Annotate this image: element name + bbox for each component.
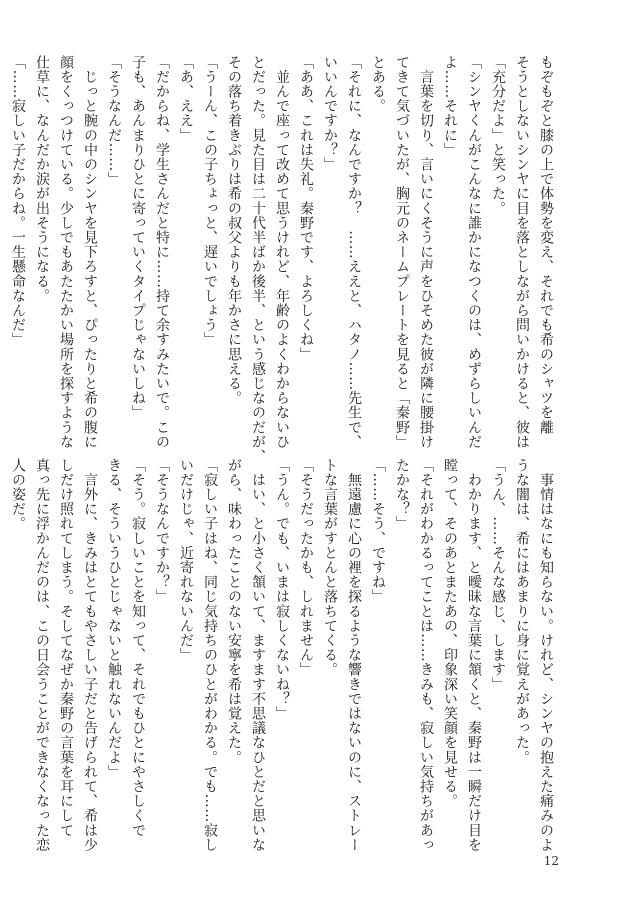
lower-text-line: しだけ照れてしまう。そしてなぜか秦野の言葉を耳にして <box>58 458 74 838</box>
lower-text-line: わかります、と曖昧な言葉に頷くと、秦野は一瞬だけ目を <box>466 458 482 853</box>
lower-text-block <box>10 458 558 853</box>
upper-text-line: もぞもぞと膝の上で体勢を変え、それでも希のシャツを離 <box>538 55 554 435</box>
lower-text-line: はい、と小さく頷いて、ますます不思議なひとだと思いな <box>250 458 266 853</box>
lower-text-line: 真っ先に浮かんだのは、この日会うことができなくなった恋 <box>34 458 50 853</box>
upper-text-line: よ……それに」 <box>442 55 458 158</box>
lower-text-line: 「うん。でも、いまは寂しくないね？」 <box>274 458 290 721</box>
lower-text-line: トな言葉がすとんと落ちてくる。 <box>322 458 338 677</box>
upper-text-block <box>10 55 558 464</box>
lower-text-line: 人の姿だ。 <box>10 458 26 531</box>
page-number: 12 <box>543 854 559 868</box>
upper-text-line: その落ち着きぶりは希の叔父よりも年かさに思える。 <box>226 55 242 406</box>
lower-text-line: たかな？」 <box>394 458 410 531</box>
upper-text-line: とある。 <box>370 55 386 114</box>
upper-text-line: 子も、あんまりひとに寄っていくタイプじゃないしね」 <box>130 55 146 420</box>
lower-text-line: 「それがわかるってことは……きみも、寂しい気持ちがあっ <box>418 458 434 853</box>
upper-text-line: てきて気づいたが、胸元のネームプレートを見ると「秦野」 <box>394 55 410 450</box>
upper-text-line: 並んで座って改めて思うけれど、年齢のよくわからないひ <box>274 55 290 450</box>
upper-text-line: 「あ、ええ」 <box>178 55 194 143</box>
lower-text-line: 「そうなんですか？」 <box>154 458 170 604</box>
lower-text-line: きる、そういうひとじゃないと触れないんだよ」 <box>106 458 122 780</box>
lower-text-line: いだけじゃ、近寄れないんだ」 <box>178 458 194 663</box>
upper-text-line: とだった。見た目は二十代半ばか後半、という感じなのだが、 <box>250 55 266 464</box>
upper-text-line: そうとしないシンヤに目を落としながら問いかけると、彼は <box>514 55 530 450</box>
lower-text-line: 「……そう、ですね」 <box>370 458 386 604</box>
upper-text-line: 「シンヤくんがこんなに誰かになつくのは、めずらしいんだ <box>466 55 482 450</box>
upper-text-line: 「うーん、この子ちょっと、遅いでしょう」 <box>202 55 218 347</box>
lower-text-line: 無遠慮に心の裡を探るような響きではないのに、ストレー <box>346 458 362 853</box>
lower-text-line: 言外に、きみはとてもやさしい子だと告げられて、希は少 <box>82 458 98 853</box>
lower-text-line: 「そうだったかも、しれません」 <box>298 458 314 677</box>
upper-text-line: 「それに、なんですか？ ……ええと、ハタノ……先生で、 <box>346 55 362 450</box>
lower-text-line: 瞠って、そのあとまたあの、印象深い笑顔を見せる。 <box>442 458 458 809</box>
upper-text-line: 「ああ、これは失礼。秦野です、よろしくね」 <box>298 55 314 362</box>
upper-text-line: 顔をくっつけている。少しでもあたたかい場所を探すような <box>58 55 74 450</box>
upper-text-line: 仕草に、なんだか涙が出そうになる。 <box>34 55 50 304</box>
lower-text-line: 事情はなにも知らない。けれど、シンヤの抱えた痛みのよ <box>538 458 554 853</box>
lower-text-line: 「そう。寂しいことを知って、それでもひとにやさしくで <box>130 458 146 838</box>
lower-text-line: がら、味わったことのない安寧を希は覚えた。 <box>226 458 242 765</box>
upper-text-line: いいんですか？」 <box>322 55 338 172</box>
upper-text-line: 「だからね、学生さんだと特に……持て余すみたいで。この <box>154 55 170 450</box>
upper-text-line: 言葉を切り、言いにくそうに声をひそめた彼が隣に腰掛け <box>418 55 434 450</box>
lower-text-line: うな闇は、希にはあまりに身に覚えがあった。 <box>514 458 530 765</box>
upper-text-line: じっと腕の中のシンヤを見下ろすと、ぴったりと希の腹に <box>82 55 98 450</box>
upper-text-line: 「充分だよ」と笑った。 <box>490 55 506 216</box>
lower-text-line: 「うん、……そんな感じ、します」 <box>490 458 506 692</box>
upper-text-line: 「……寂しい子だからね。一生懸命なんだ」 <box>10 55 26 347</box>
lower-text-line: 「寂しい子はね、同じ気持ちのひとがわかる。でも……寂し <box>202 458 218 853</box>
upper-text-line: 「そうなんだ……」 <box>106 55 122 187</box>
